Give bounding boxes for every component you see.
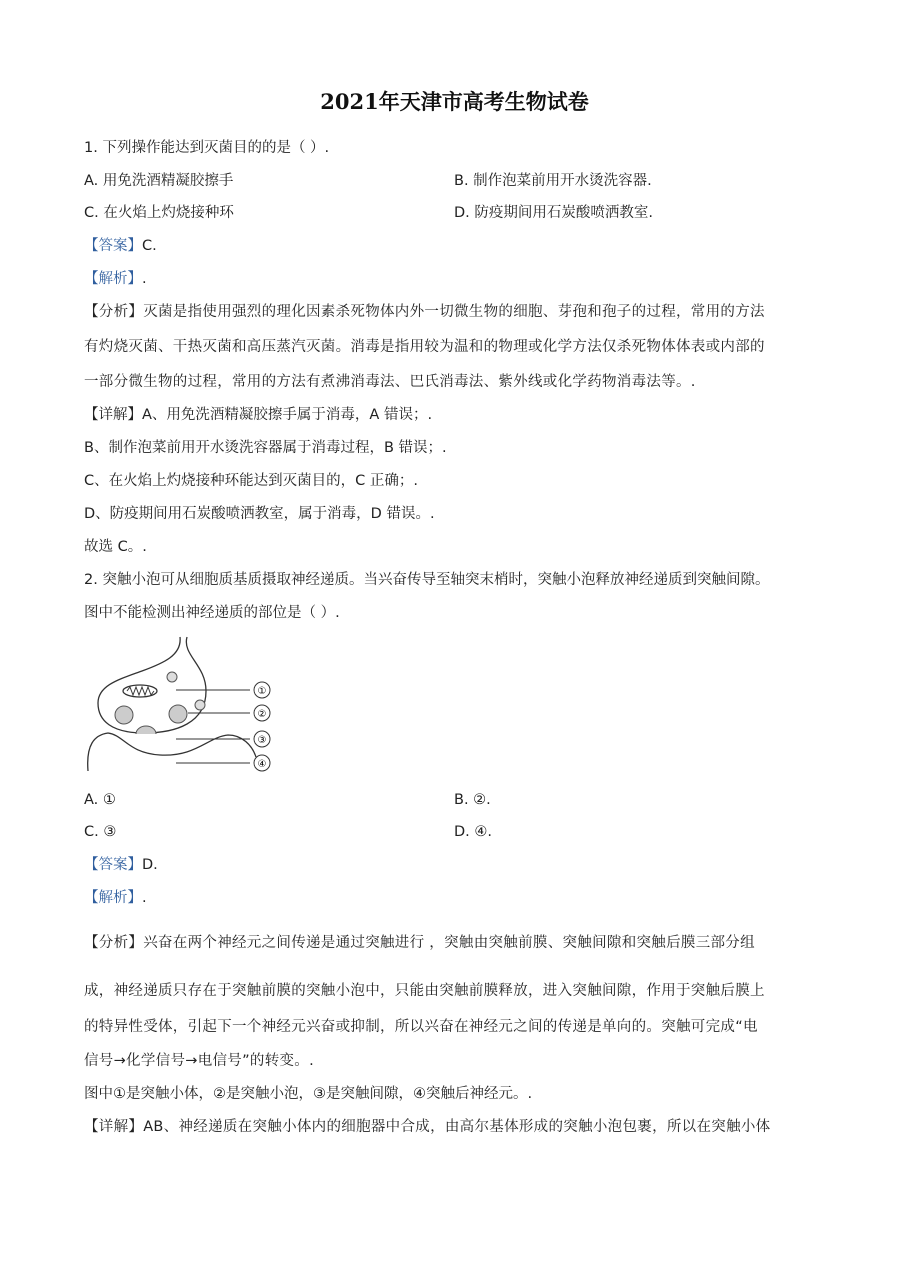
fenxi-text: 兴奋在两个神经元之间传递是通过突触进行 ，突触由突触前膜、突触间隙和突触后膜三部分组 — [143, 935, 755, 951]
analysis-tag: 【解析】 — [84, 890, 142, 906]
q1-stem: 1. 下列操作能达到灭菌目的的是（ ）. — [84, 140, 330, 156]
page-title: 2021年天津市高考生物试卷 — [320, 89, 589, 114]
detail-text: AB、神经递质在突触小体内的细胞器中合成，由高尔基体形成的突触小泡包裹，所以在突触小体 — [143, 1119, 771, 1135]
q1-option-a: A. 用免洗酒精凝胶擦手 — [84, 173, 234, 189]
q2-option-a: A. ① — [84, 792, 116, 808]
answer-value: D. — [142, 857, 158, 873]
q2-fenxi-line-1 — [84, 933, 755, 953]
presynaptic-terminal-outline — [98, 637, 206, 733]
label-2: ② — [257, 709, 267, 720]
answer-value: C. — [142, 238, 157, 254]
q1-detail-d: D、防疫期间用石炭酸喷洒教室，属于消毒，D 错误。. — [84, 506, 435, 522]
q1-conclusion: 故选 C。. — [84, 539, 147, 555]
analysis-dot: . — [142, 890, 147, 906]
q1-detail-c: C、在火焰上灼烧接种环能达到灭菌目的，C 正确；. — [84, 473, 418, 489]
q2-analysis-heading — [84, 888, 147, 908]
detail-a-text: A、用免洗酒精凝胶擦手属于消毒，A 错误；. — [142, 407, 433, 423]
analysis-tag: 【解析】 — [84, 271, 142, 287]
label-4: ④ — [257, 759, 267, 770]
q1-detail-a — [84, 405, 432, 425]
q1-option-c: C. 在火焰上灼烧接种环 — [84, 205, 234, 221]
vesicle-1 — [115, 706, 133, 724]
q2-figure-description: 图中①是突触小体，②是突触小泡，③是突触间隙，④突触后神经元。. — [84, 1086, 533, 1102]
q2-option-b: B. ②. — [454, 792, 491, 808]
q2-stem-line-2: 图中不能检测出神经递质的部位是（ ）. — [84, 605, 340, 621]
detail-tag: 【详解】 — [84, 1119, 144, 1135]
q2-fenxi-line-2: 成，神经递质只存在于突触前膜的突触小泡中，只能由突触前膜释放，进入突触间隙，作用于突触后膜上 — [84, 983, 765, 999]
q2-option-d: D. ④. — [454, 824, 492, 840]
detail-tag: 【详解】 — [84, 407, 142, 423]
vesicle-small-2 — [195, 700, 205, 710]
vesicle-2 — [169, 705, 187, 723]
q1-fenxi-line-1 — [84, 302, 765, 322]
q1-analysis-heading — [84, 269, 147, 289]
q2-option-c: C. ③ — [84, 824, 117, 840]
fenxi-text: 灭菌是指使用强烈的理化因素杀死物体内外一切微生物的细胞、芽孢和孢子的过程，常用的方法 — [143, 304, 765, 320]
fenxi-tag: 【分析】 — [84, 304, 144, 320]
q1-option-d: D. 防疫期间用石炭酸喷洒教室. — [454, 205, 653, 221]
q2-fenxi-line-3: 的特异性受体，引起下一个神经元兴奋或抑制，所以兴奋在神经元之间的传递是单向的。突触可完成“电 — [84, 1019, 758, 1035]
q1-option-b: B. 制作泡菜前用开水烫洗容器. — [454, 173, 652, 189]
fusing-vesicle — [136, 726, 156, 734]
label-1: ① — [257, 686, 267, 697]
q1-fenxi-line-3: 一部分微生物的过程，常用的方法有煮沸消毒法、巴氏消毒法、紫外线或化学药物消毒法等。. — [84, 374, 696, 390]
q2-answer — [84, 855, 158, 875]
q1-detail-b: B、制作泡菜前用开水烫洗容器属于消毒过程，B 错误；. — [84, 440, 447, 456]
label-3: ③ — [257, 735, 267, 746]
q1-fenxi-line-2: 有灼烧灭菌、干热灭菌和高压蒸汽灭菌。消毒是指用较为温和的物理或化学方法仅杀死物体体表或内部的 — [84, 339, 765, 355]
vesicle-small-1 — [167, 672, 177, 682]
q2-fenxi-line-4: 信号→化学信号→电信号”的转变。. — [84, 1053, 315, 1069]
analysis-dot: . — [142, 271, 147, 287]
fenxi-tag: 【分析】 — [84, 935, 144, 951]
answer-tag: 【答案】 — [84, 238, 142, 254]
synapse-diagram — [84, 633, 289, 775]
answer-tag: 【答案】 — [84, 857, 142, 873]
q2-stem-line-1: 2. 突触小泡可从细胞质基质摄取神经递质。当兴奋传导至轴突末梢时，突触小泡释放神经递质到突触间隙。 — [84, 572, 770, 588]
q1-answer — [84, 236, 157, 256]
q2-detail-line-1 — [84, 1117, 770, 1137]
